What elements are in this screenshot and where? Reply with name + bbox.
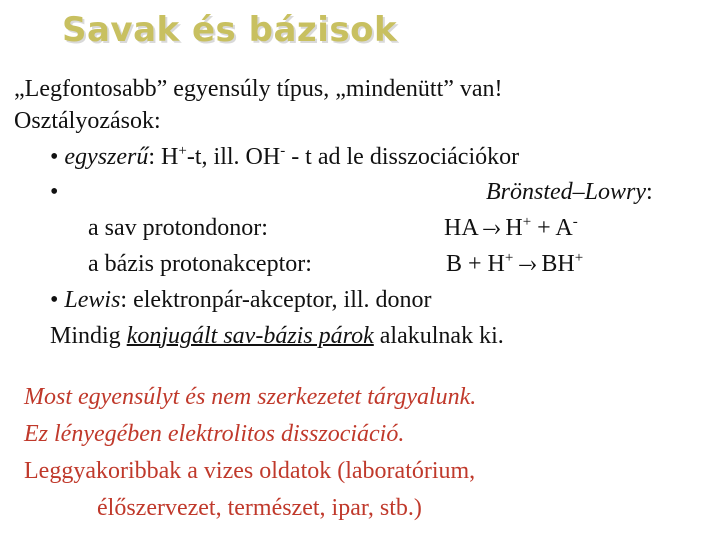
simple-text-b: -t, ill. OH: [186, 144, 281, 170]
slide-title: Savak és bázisok: [62, 10, 398, 50]
superscript-plus: +: [574, 250, 584, 266]
bronsted-label: [486, 178, 653, 206]
conjugate-line: [50, 322, 504, 350]
acid-equation: [444, 214, 578, 242]
note-line-2: [24, 420, 404, 448]
base-label: [88, 250, 312, 278]
bullet-lewis: [50, 286, 432, 314]
intro-line: [14, 75, 503, 103]
conjugate-pairs-term: konjugált sav-bázis párok: [126, 323, 374, 349]
base-eq-b: BH: [541, 251, 575, 277]
superscript-minus: -: [280, 143, 286, 159]
superscript-minus: -: [572, 214, 578, 230]
bronsted-colon: :: [646, 179, 653, 205]
note-text-1: Most egyensúlyt és nem szerkezetet tárgyalunk.: [24, 384, 477, 410]
arrow-icon: –›: [519, 251, 536, 277]
acid-label-text: a sav protondonor:: [88, 215, 268, 241]
acid-eq-c: + A: [537, 215, 573, 241]
note-text-2: Ez lényegében elektrolitos disszociáció.: [24, 421, 405, 447]
arrow-icon: –›: [483, 215, 500, 241]
classification-heading: [14, 107, 161, 135]
note-line-3: [24, 457, 475, 485]
superscript-plus: +: [504, 250, 514, 266]
note-line-4: [97, 494, 422, 522]
lewis-text: : elektronpár-akceptor, ill. donor: [120, 287, 432, 313]
bronsted-term: Brönsted–Lowry: [486, 179, 647, 205]
bullet-icon: •: [50, 144, 59, 170]
superscript-plus: +: [522, 214, 532, 230]
acid-eq-b: H: [505, 215, 523, 241]
base-equation: [446, 250, 583, 278]
note-text-3: Leggyakoribbak a vizes oldatok (laboratórium,: [24, 458, 476, 484]
intro-text: „Legfontosabb” egyensúly típus, „mindenütt” van!: [14, 76, 503, 102]
conjugate-text-b: alakulnak ki.: [379, 323, 504, 349]
acid-eq-a: HA: [444, 215, 478, 241]
bullet-simple: [50, 143, 519, 171]
lewis-term: Lewis: [64, 287, 121, 313]
classification-text: Osztályozások:: [14, 108, 161, 134]
base-label-text: a bázis protonakceptor:: [88, 251, 312, 277]
simple-text-a: : H: [148, 144, 179, 170]
bullet-bronsted: [50, 178, 58, 206]
conjugate-text-a: Mindig: [50, 323, 121, 349]
note-text-4: élőszervezet, természet, ipar, stb.): [97, 495, 422, 521]
base-eq-a: B + H: [446, 251, 505, 277]
note-line-1: [24, 383, 476, 411]
superscript-plus: +: [178, 143, 187, 159]
bullet-icon: •: [50, 179, 59, 205]
simple-term: egyszerű: [64, 144, 149, 170]
acid-label: [88, 214, 268, 242]
simple-text-c: - t ad le disszociációkor: [285, 144, 520, 170]
bullet-icon: •: [50, 287, 59, 313]
